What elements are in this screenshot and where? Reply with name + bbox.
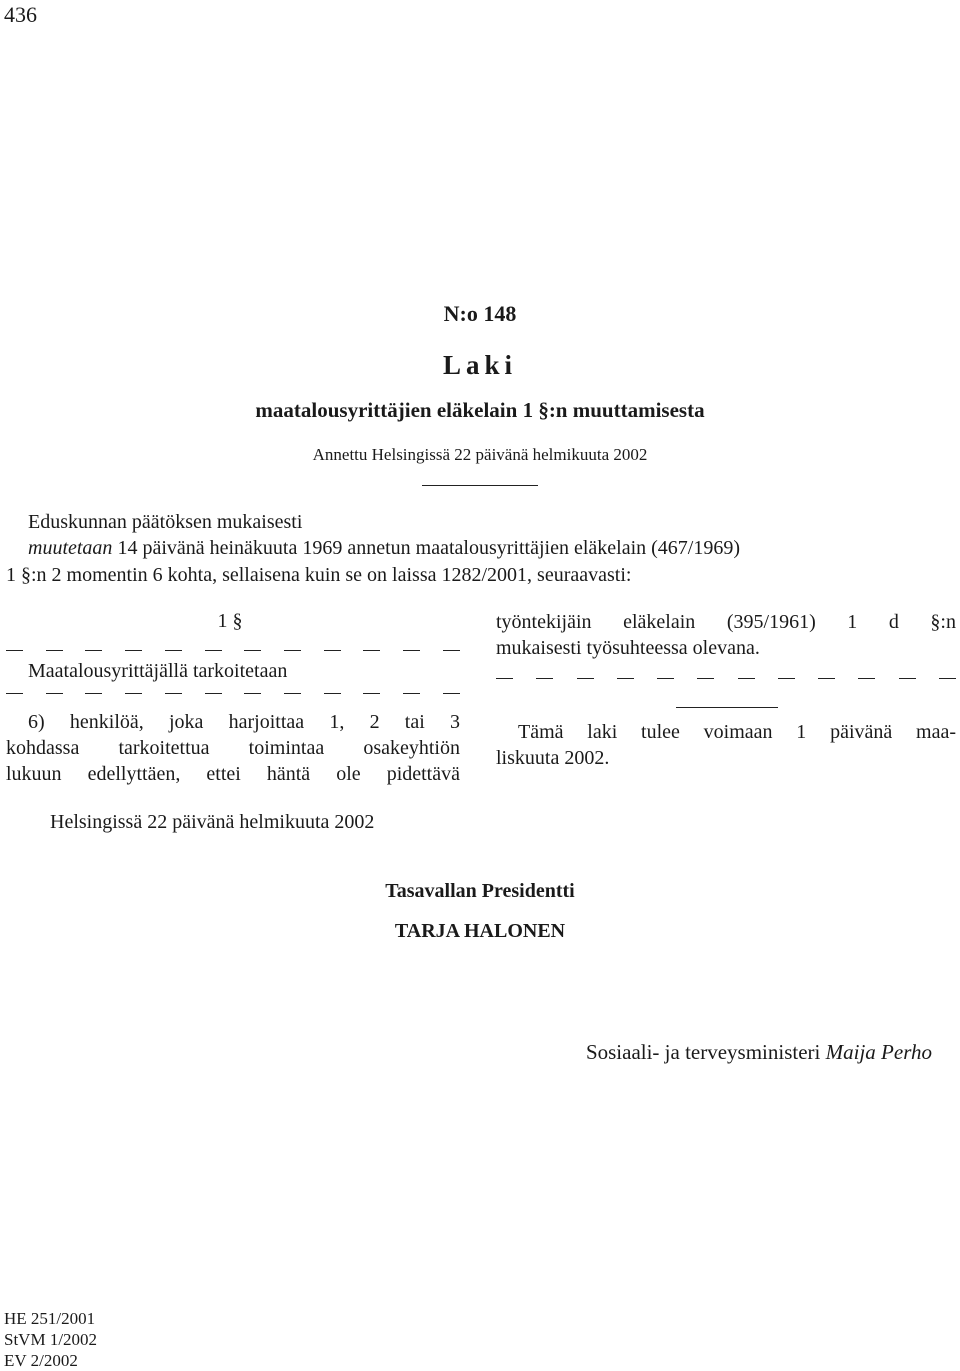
minister-title: Sosiaali- ja terveysministeri (585, 1040, 826, 1064)
continuation-line-2: mukaisesti työsuhteessa olevana. (496, 637, 760, 659)
header-rule (422, 485, 538, 486)
document-type: Laki (442, 350, 518, 380)
president-title: Tasavallan Presidentti (385, 880, 575, 902)
definition-intro: Maatalousyrittäjällä tarkoitetaan (28, 660, 288, 682)
given-date: Annettu Helsingissä 22 päivänä helmikuuta 2002 (312, 445, 648, 464)
reference-parliament-reply: EV 2/2002 (4, 1351, 78, 1370)
entry-rule (676, 707, 778, 708)
reference-government-proposal: HE 251/2001 (4, 1309, 96, 1328)
omission-dashes-2 (6, 693, 460, 694)
legislative-references (4, 1308, 97, 1371)
entry-into-force-line-2: liskuuta 2002. (496, 747, 610, 769)
section-heading: 1 § (217, 610, 243, 632)
omission-dashes-3 (496, 678, 956, 679)
minister-signature (586, 1040, 932, 1065)
preamble-verb: muutetaan (28, 537, 113, 559)
reference-committee-report: StVM 1/2002 (4, 1330, 98, 1349)
president-name: TARJA HALONEN (394, 920, 566, 942)
item-line-3: lukuun edellyttäen, ettei häntä ole pidettävä (6, 763, 460, 785)
preamble-line-2 (28, 537, 740, 560)
statute-number: N:o 148 (443, 301, 517, 326)
page-number: 436 (4, 2, 37, 27)
continuation-line-1: työntekijäin eläkelain (395/1961) 1 d §:n (496, 611, 956, 633)
law-title: maatalousyrittäjien eläkelain 1 §:n muuttamisesta (255, 398, 705, 422)
minister-name: Maija Perho (825, 1040, 932, 1064)
preamble-line-1: Eduskunnan päätöksen mukaisesti (28, 511, 303, 533)
item-line-2: kohdassa tarkoitettua toimintaa osakeyhtiön (6, 737, 460, 759)
preamble-line-3: 1 §:n 2 momentin 6 kohta, sellaisena kuin se on laissa 1282/2001, seuraavasti: (6, 564, 632, 586)
item-line-1: 6) henkilöä, joka harjoittaa 1, 2 tai 3 (28, 711, 460, 733)
signing-place-date: Helsingissä 22 päivänä helmikuuta 2002 (50, 811, 375, 833)
omission-dashes-1 (6, 650, 460, 651)
preamble-line-2-text: 14 päivänä heinäkuuta 1969 annetun maatalousyrittäjien eläkelain (467/1969) (112, 537, 741, 559)
entry-into-force-line-1: Tämä laki tulee voimaan 1 päivänä maa- (518, 721, 956, 743)
